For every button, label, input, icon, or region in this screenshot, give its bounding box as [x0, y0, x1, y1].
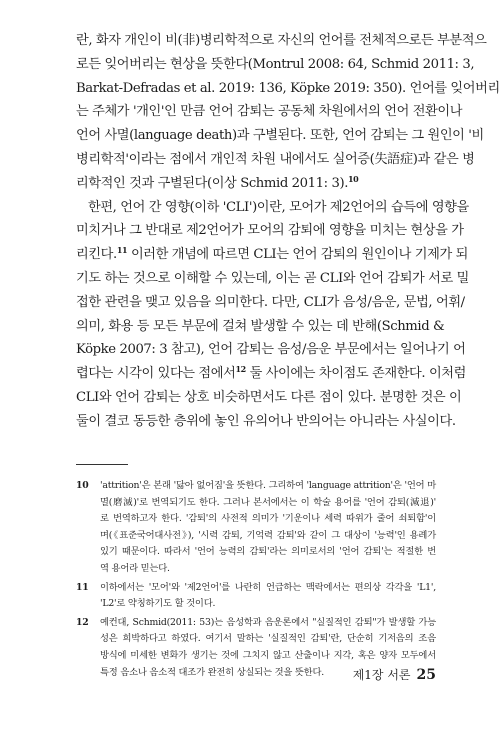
text-line-last: [76, 172, 436, 196]
text-run: 둘 사이에는 차이점도 존재한다. 이처럼: [245, 366, 466, 382]
text-line: 접한 관련을 맺고 있음을 의미한다. 다만, CLI가 음성/음운, 문법, 어휘/: [76, 294, 465, 310]
footnote-line: 며(《표준국어대사전》), '시력 감퇴, 기억력 감퇴'와 같이 그 대상이 '능력'인 용례가: [100, 529, 436, 541]
text-line: Barkat-Defradas et al. 2019: 136, Köpke 2019: 350). 언어를 잊어버리: [76, 80, 500, 96]
footnote-ref-11[interactable]: 11: [116, 245, 128, 256]
running-footer: [353, 666, 436, 683]
text-run: 렵다는 시각이 있다는 점에서: [76, 366, 236, 382]
text-line: 미치거나 그 반대로 제2언어가 모어의 감퇴에 영향을 미치는 현상을 가: [76, 223, 464, 239]
text-line: 는 주체가 '개인'인 만큼 언어 감퇴는 공동체 차원에서의 언어 전환이나: [76, 104, 463, 120]
text-line: Köpke 2007: 3 참고), 언어 감퇴는 음성/음운 부문에서는 일어나기 어: [76, 342, 466, 358]
footnote-line: 멸(磨滅)'로 번역되기도 한다. 그러나 본서에서는 이 학술 용어를 '언어 감퇴(減退)': [100, 496, 436, 508]
text-line: 란, 화자 개인이 비(非)병리학적으로 자신의 언어를 전체적으로든 부분적으: [76, 33, 487, 48]
text-line: 기도 하는 것으로 이해할 수 있는데, 이는 곧 CLI와 언어 감퇴가 서로 밀: [76, 270, 469, 286]
text-line: CLI와 언어 감퇴는 상호 비슷하면서도 다른 점이 있다. 분명한 것은 이: [76, 389, 462, 405]
text-line: 병리학적'이라는 점에서 개인적 차원 내에서도 실어증(失語症)과 같은 병: [76, 151, 475, 167]
text-line: 한편, 언어 간 영향(이하 'CLI')이란, 모어가 제2언어의 습득에 영향을: [88, 199, 469, 215]
paragraph-1: [76, 29, 500, 196]
main-text: [76, 29, 500, 434]
paragraph-2: [76, 196, 469, 434]
footnote-line: 이하에서는 '모어'와 '제2언어'를 나란히 언급하는 맥락에서는 편의상 각각을 'L1',: [100, 581, 436, 593]
chapter-title: 제1장 서론: [352, 668, 411, 682]
footnote-number: 11: [76, 581, 89, 593]
text-run: 리킨다.: [76, 247, 117, 263]
footnote-line: 예컨대, Schmid(2011: 53)는 음성학과 음운론에서 "실질적인 감퇴"가 발생할 가능: [100, 616, 436, 628]
footnote-ref-10[interactable]: 10: [347, 173, 359, 184]
text-line: 로든 잊어버리는 현상을 뜻한다(Montrul 2008: 64, Schmid 2011: 3,: [76, 56, 475, 72]
footnote-11: [76, 580, 436, 613]
footnote-line: 역 용어라 믿는다.: [100, 562, 170, 574]
footnote-number: 10: [76, 480, 89, 491]
footnote-line: 방식에 미세한 변화가 생기는 것에 그치지 않고 산출이나 지각, 혹은 양자 모두에서: [100, 649, 436, 661]
footnote-divider: [76, 464, 128, 465]
footnote-line: 'L2'로 약칭하기도 할 것이다.: [100, 598, 216, 610]
footnote-line: 특정 음소나 음소적 대조가 완전히 상실되는 것을 뜻한다.: [100, 666, 325, 678]
text-run: 리학적인 것과 구별된다(이상 Schmid 2011: 3).: [76, 175, 348, 191]
page-number: 25: [416, 667, 436, 683]
footnote-number: 12: [76, 616, 89, 628]
footnote-ref-12[interactable]: 12: [235, 364, 246, 375]
text-line: 의미, 화용 등 모든 부문에 걸쳐 발생할 수 있는 데 반해(Schmid &: [76, 318, 445, 334]
footnote-line: 성은 희박하다고 하였다. 여기서 말하는 '실질적인 감퇴'란, 단순히 기저음의 조음: [100, 633, 436, 645]
footnote-10: [76, 478, 436, 578]
text-line: [76, 362, 466, 386]
text-line: [76, 243, 468, 267]
footnotes: [76, 478, 436, 683]
text-line: 언어 사멸(language death)과 구별된다. 또한, 언어 감퇴는 그 원인이 '비: [76, 128, 484, 144]
text-line-last: 둘이 결코 동등한 층위에 놓인 유의어나 반의어는 아니라는 사실이다.: [76, 413, 456, 429]
footnote-line: 로 번역하고자 한다. '감퇴'의 사전적 의미가 '기운이나 세력 따위가 줄어 쇠퇴함'이: [100, 513, 436, 525]
text-run: 이러한 개념에 따르면 CLI는 언어 감퇴의 원인이나 기제가 되: [127, 247, 468, 263]
footnote-line: 'attrition'은 본래 '닳아 없어짐'을 뜻한다. 그리하여 'language attrition'은 '언어 마: [100, 480, 436, 491]
footnote-line: 있기 때문이다. 따라서 '언어 능력의 감퇴'라는 의미로서의 '언어 감퇴'는 적절한 번: [100, 546, 436, 558]
